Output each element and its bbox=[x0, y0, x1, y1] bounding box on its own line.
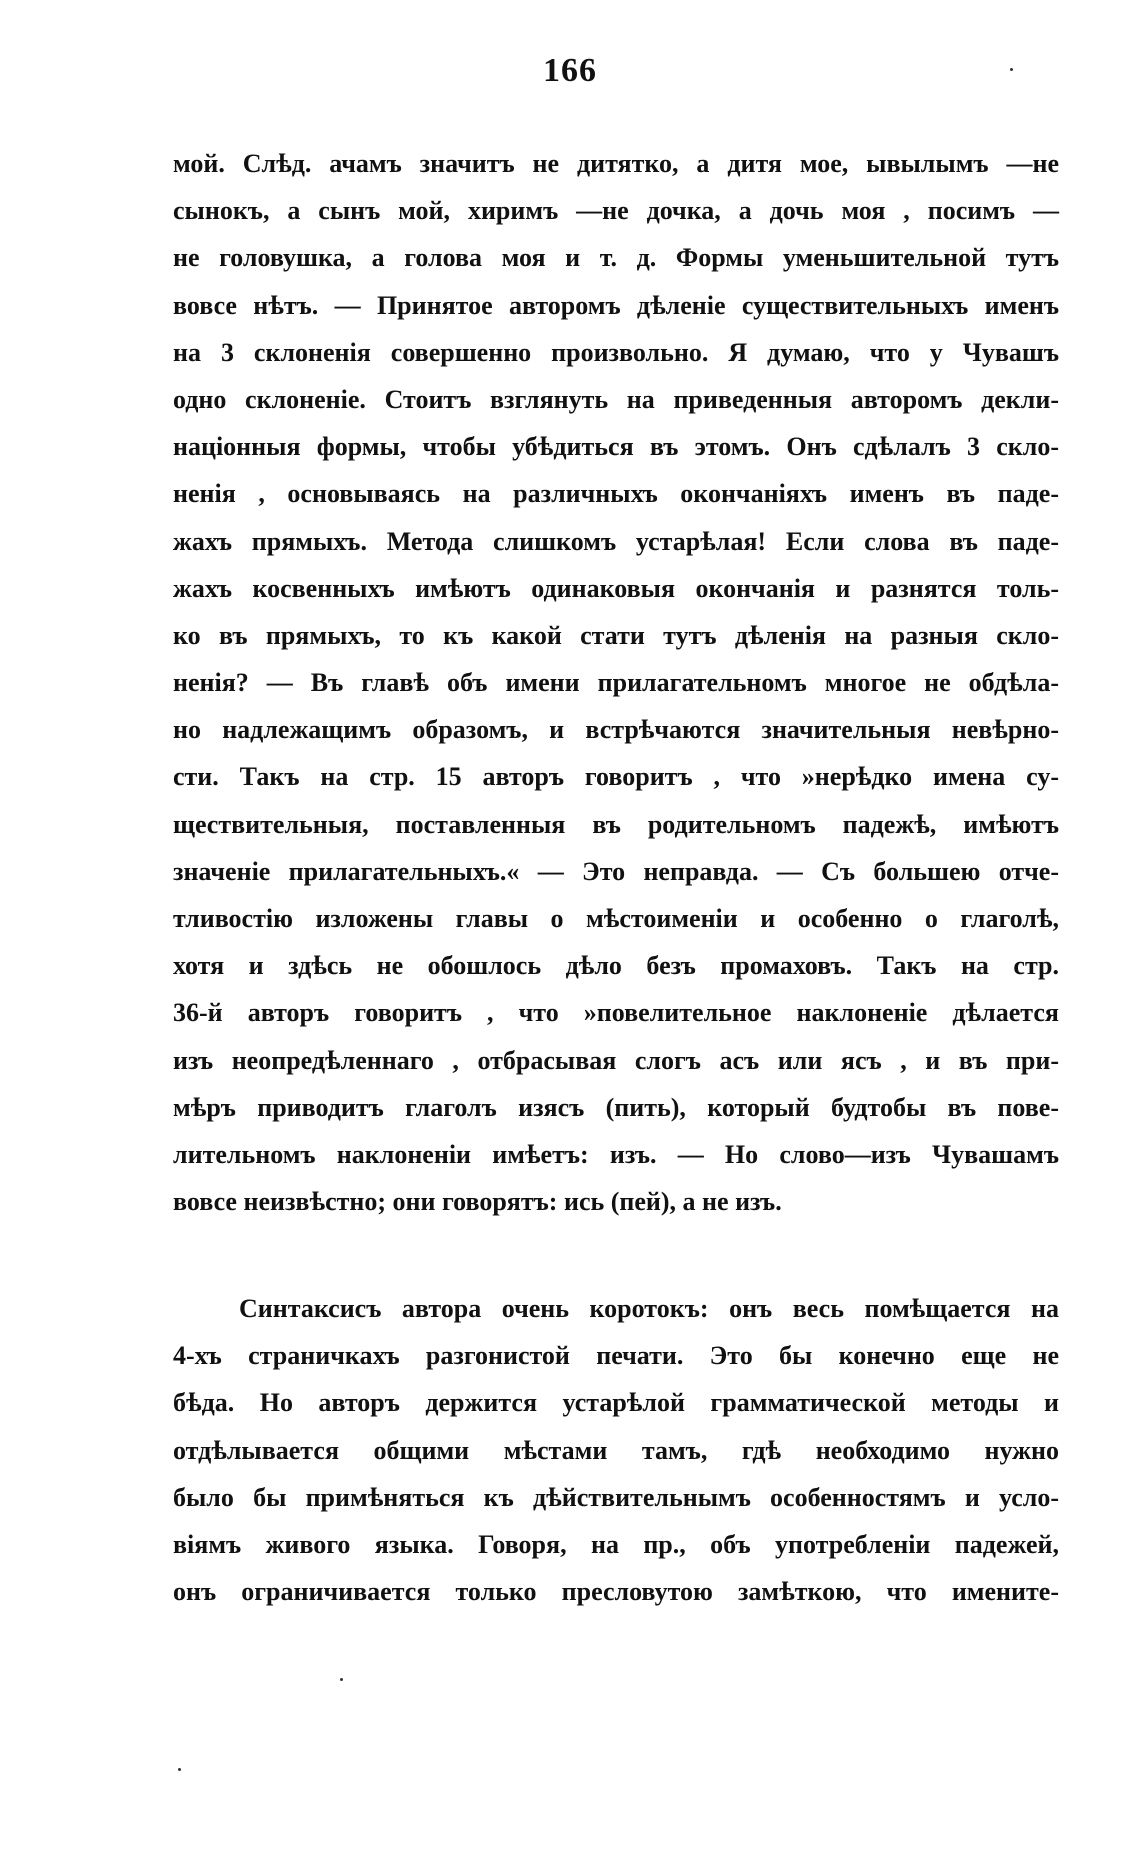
scan-speck bbox=[340, 1678, 343, 1681]
text-line: ненія , основываясь на различныхъ окончаніяхъ именъ въ паде- bbox=[173, 479, 1059, 509]
text-line: ществительныя, поставленныя въ родительномъ падежѣ, имѣютъ bbox=[173, 809, 1059, 839]
scan-speck bbox=[178, 1768, 181, 1771]
scan-speck bbox=[1010, 68, 1013, 71]
text-line: бѣда. Но авторъ держится устарѣлой грамматической методы и bbox=[173, 1388, 1059, 1418]
text-line: націонныя формы, чтобы убѣдиться въ этомъ. Онъ сдѣлалъ 3 скло- bbox=[173, 432, 1059, 462]
paragraph-1 bbox=[173, 140, 1059, 1225]
text-line: хотя и здѣсь не обошлось дѣло безъ промаховъ. Такъ на стр. bbox=[173, 951, 1059, 981]
text-line: одно склоненіе. Стоитъ взглянуть на приведенныя авторомъ декли- bbox=[173, 384, 1059, 414]
text-line: отдѣлывается общими мѣстами тамъ, гдѣ необходимо нужно bbox=[173, 1435, 1059, 1465]
text-line: было бы примѣняться къ дѣйствительнымъ особенностямъ и усло- bbox=[173, 1482, 1059, 1512]
text-line: ненія? — Въ главѣ объ имени прилагательномъ многое не обдѣла- bbox=[173, 668, 1059, 698]
text-line: лительномъ наклоненіи имѣетъ: изъ. — Но слово—изъ Чувашамъ bbox=[173, 1139, 1059, 1169]
text-line: сынокъ, а сынъ мой, хиримъ —не дочка, а дочь моя , посимъ — bbox=[173, 196, 1059, 226]
text-line: 36-й авторъ говоритъ , что »повелительное наклоненіе дѣлается bbox=[173, 998, 1059, 1028]
text-line: 4-хъ страничкахъ разгонистой печати. Это бы конечно еще не bbox=[173, 1341, 1059, 1371]
text-line: сти. Такъ на стр. 15 авторъ говоритъ , что »нерѣдко имена су- bbox=[173, 762, 1059, 792]
text-line: тливостію изложены главы о мѣстоименіи и особенно о глаголѣ, bbox=[173, 904, 1059, 933]
page-number: 166 bbox=[543, 52, 597, 89]
text-line: Синтаксисъ автора очень коротокъ: онъ весь помѣщается на bbox=[239, 1294, 1059, 1323]
text-line: на 3 склоненія совершенно произвольно. Я думаю, что у Чувашъ bbox=[173, 337, 1059, 367]
paragraph-2 bbox=[173, 1285, 1059, 1615]
text-line: жахъ прямыхъ. Метода слишкомъ устарѣлая! Если слова въ паде- bbox=[173, 526, 1059, 556]
text-line: но надлежащимъ образомъ, и встрѣчаются значительныя невѣрно- bbox=[173, 715, 1059, 745]
text-line: віямъ живого языка. Говоря, на пр., объ употребленіи падежей, bbox=[173, 1529, 1059, 1559]
text-line: жахъ косвенныхъ имѣютъ одинаковыя окончанія и разнятся толь- bbox=[173, 573, 1059, 603]
text-line: значеніе прилагательныхъ.« — Это неправда. — Съ большею отче- bbox=[173, 856, 1059, 886]
text-line: онъ ограничивается только пресловутою замѣткою, что имените- bbox=[173, 1577, 1059, 1607]
text-line: изъ неопредѣленнаго , отбрасывая слогъ асъ или ясъ , и въ при- bbox=[173, 1045, 1059, 1075]
text-line: мѣръ приводитъ глаголъ изясъ (пить), который будтобы въ пове- bbox=[173, 1092, 1059, 1122]
text-line: вовсе нѣтъ. — Принятое авторомъ дѣленіе существительныхъ именъ bbox=[173, 290, 1059, 320]
text-line: вовсе неизвѣстно; они говорятъ: ись (пей), а не изъ. bbox=[173, 1187, 782, 1217]
text-line: ко въ прямыхъ, то къ какой стати тутъ дѣленія на разныя скло- bbox=[173, 620, 1059, 650]
text-line: не головушка, а голова моя и т. д. Формы уменьшительной тутъ bbox=[173, 243, 1059, 273]
text-line: мой. Слѣд. ачамъ значитъ не дитятко, а дитя мое, ывылымъ —не bbox=[173, 149, 1059, 178]
